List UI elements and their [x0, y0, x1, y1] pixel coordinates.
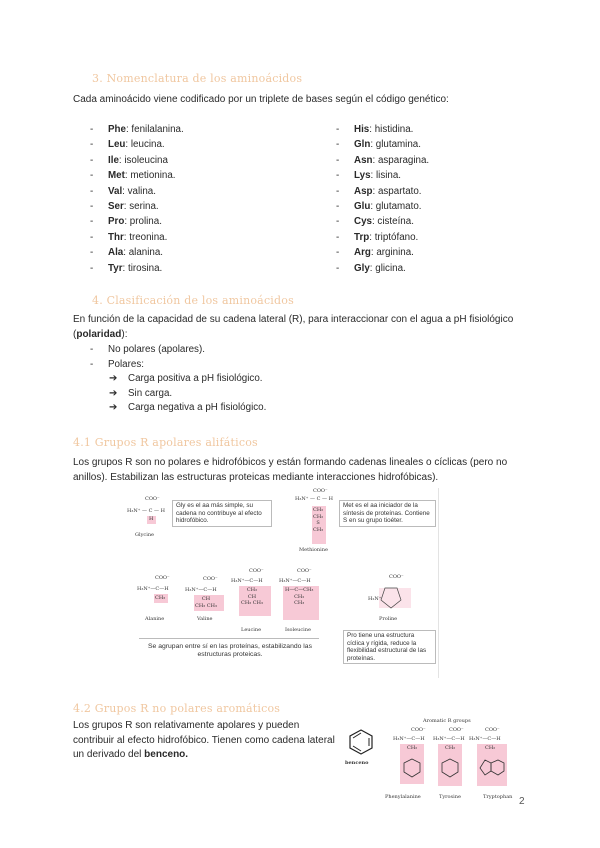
- amino-acid-list-left: [90, 122, 184, 276]
- amino-acid-name: : lisina.: [370, 170, 402, 182]
- alifaticos-text: Los grupos R son no polares e hidrofóbicos y están formando cadenas lineales o cíclicas (pero no anillos). Estabilizan las estructuras proteicas mediante interacciones hidrofóbicas).: [73, 457, 508, 483]
- subitem-positive-text: Carga positiva a pH fisiológico.: [128, 373, 263, 384]
- subitem-uncharged-text: Sin carga.: [128, 387, 173, 399]
- amino-acid-item: [336, 199, 429, 214]
- amino-acid-name: : prolina.: [124, 216, 162, 228]
- amino-acid-abbr: Ile: [108, 154, 119, 166]
- amino-acid-item: [336, 245, 429, 260]
- tyr-ch2: CH₂: [445, 745, 456, 751]
- leucine-r-chain: CH₂ CH CH₃ CH₃: [241, 587, 263, 606]
- section-heading-alifaticos: 4.1 Grupos R apolares alifáticos: [73, 436, 258, 449]
- methionine-h3n: H₃N⁺ — C — H: [295, 496, 333, 502]
- polaridad-term: polaridad: [76, 328, 122, 340]
- group-note: Se agrupan entre sí en las proteínas, estabilizando las estructuras proteicas.: [139, 642, 321, 659]
- met-note: Met es el aa iniciador de la síntesis de proteínas. Contiene S en su grupo tioéter.: [339, 500, 436, 527]
- glycine-coo: COO⁻: [145, 496, 160, 502]
- amino-acid-item: [90, 137, 184, 152]
- amino-acid-abbr: His: [354, 124, 370, 135]
- phe-ch2: CH₂: [407, 745, 418, 751]
- arrow-icon: ➔: [109, 373, 118, 384]
- classification-intro-end: ):: [121, 328, 128, 340]
- isoleucine-h3n: H₃N⁺—C—H: [279, 578, 311, 584]
- aromatic-figure: [345, 718, 517, 804]
- phe-label: Phenylalanine: [385, 794, 421, 800]
- amino-acid-item: [336, 184, 429, 199]
- benzene-ring-icon: [348, 728, 374, 756]
- tyr-label: Tyrosine: [439, 794, 461, 800]
- tyr-h3n-text: H₃N⁺: [433, 736, 447, 742]
- phe-coo: COO⁻: [411, 727, 426, 733]
- glycine-r-h: H: [149, 516, 154, 522]
- glycine-h3n: H₃N⁺ — C — H: [127, 508, 165, 514]
- valine-r-chain: CH CH₃ CH₃: [195, 596, 217, 609]
- amino-acid-item: [336, 168, 429, 183]
- amino-acid-abbr: Arg: [354, 247, 371, 259]
- methionine-label: Methionine: [299, 547, 328, 553]
- valine-h3n-text: H₃N⁺: [185, 587, 199, 593]
- trp-h3n-text: H₃N⁺: [469, 736, 483, 742]
- phe-h3n: H₃N⁺—C—H: [393, 736, 425, 742]
- trp-coo: COO⁻: [485, 727, 500, 733]
- proline-h2n: H₂N⁺: [368, 596, 382, 602]
- tyr-coo: COO⁻: [449, 727, 464, 733]
- amino-acid-name: : treonina.: [123, 231, 168, 243]
- amino-acid-list-right: [336, 122, 429, 276]
- amino-acid-abbr: Asp: [354, 185, 373, 197]
- glycine-h3n-text: H₃N⁺: [127, 508, 141, 514]
- benceno-term: benceno.: [144, 749, 189, 760]
- amino-acid-item: [90, 230, 184, 245]
- alanine-h3n-text: H₃N⁺: [137, 586, 151, 592]
- aliphatic-figure: [117, 488, 439, 678]
- amino-acid-name: : tirosina.: [122, 262, 163, 274]
- amino-acid-name: : glutamato.: [370, 201, 422, 213]
- amino-acid-abbr: Leu: [108, 139, 126, 151]
- amino-acid-name: : triptófano.: [369, 231, 419, 243]
- leucine-h3n-text: H₃N⁺: [231, 578, 245, 584]
- amino-acid-abbr: Gly: [354, 262, 370, 274]
- methionine-r-chain: CH₂ CH₂ S CH₃: [313, 507, 324, 533]
- amino-acid-abbr: Lys: [354, 170, 371, 182]
- amino-acid-name: : glicina.: [369, 262, 406, 274]
- amino-acid-name: : alanina.: [123, 247, 164, 259]
- amino-acid-abbr: Ser: [108, 201, 124, 213]
- amino-acid-item: [336, 137, 429, 152]
- amino-acid-item: [336, 230, 429, 245]
- trp-label: Tryptophan: [483, 794, 513, 800]
- subitem-negative-text: Carga negativa a pH fisiológico.: [128, 402, 267, 413]
- amino-acid-abbr: Trp: [354, 231, 370, 243]
- nomenclature-intro: Cada aminoácido viene codificado por un triplete de bases según el código genético:: [73, 94, 449, 105]
- section-heading-aromaticos: 4.2 Grupos R no polares aromáticos: [73, 702, 281, 715]
- amino-acid-name: : cisteína.: [371, 216, 414, 228]
- amino-acid-abbr: Glu: [354, 201, 371, 213]
- amino-acid-item: [90, 122, 184, 137]
- aromaticos-text: [73, 719, 343, 763]
- gly-note: Gly es el aa más simple, su cadena no contribuye al efecto hidrofóbico.: [172, 500, 272, 527]
- isoleucine-h3n-text: H₃N⁺: [279, 578, 293, 584]
- alanine-r-chain: CH₃: [155, 595, 166, 601]
- amino-acid-name: : metionina.: [124, 170, 176, 182]
- valine-h3n: H₃N⁺—C—H: [185, 587, 217, 593]
- amino-acid-name: : histidina.: [369, 124, 414, 135]
- valine-coo: COO⁻: [203, 576, 218, 582]
- list-item-polares-label: Polares:: [108, 358, 144, 370]
- subitem-uncharged: [109, 387, 266, 402]
- polarity-list: [90, 343, 266, 416]
- amino-acid-name: : valina.: [122, 185, 156, 197]
- amino-acid-item: [90, 245, 184, 260]
- amino-acid-abbr: Ala: [108, 247, 124, 259]
- amino-acid-item: [336, 261, 429, 276]
- amino-acid-item: [336, 153, 429, 168]
- amino-acid-item: [336, 122, 429, 137]
- amino-acid-abbr: Val: [108, 185, 123, 197]
- list-item-apolares: - No polares (apolares).: [90, 343, 266, 358]
- amino-acid-abbr: Asn: [354, 154, 373, 166]
- methionine-coo: COO⁻: [313, 488, 328, 494]
- amino-acid-name: : leucina.: [125, 139, 165, 151]
- arrow-icon: ➔: [109, 387, 118, 399]
- aromatic-title: Aromatic R groups: [423, 718, 471, 724]
- leucine-h3n: H₃N⁺—C—H: [231, 578, 263, 584]
- alanine-label: Alanine: [145, 616, 165, 622]
- page-number: 2: [519, 796, 525, 807]
- amino-acid-name: : arginina.: [370, 247, 414, 259]
- benzene-label: benceno: [345, 760, 369, 766]
- valine-label: Valine: [197, 616, 213, 622]
- trp-h3n: H₃N⁺—C—H: [469, 736, 501, 742]
- alanine-coo: COO⁻: [155, 575, 170, 581]
- pro-note: Pro tiene una estructura cíclica y rígida, reduce la flexibilidad estructural de las proteínas.: [343, 630, 436, 664]
- amino-acid-abbr: Tyr: [108, 262, 123, 274]
- amino-acid-abbr: Thr: [108, 231, 124, 243]
- subitem-positive: [109, 372, 266, 387]
- amino-acid-name: : serina.: [123, 201, 159, 213]
- isoleucine-coo: COO⁻: [297, 568, 312, 574]
- amino-acid-name: : isoleucina: [118, 154, 168, 166]
- methionine-h3n-text: H₃N⁺: [295, 496, 309, 502]
- phe-h3n-text: H₃N⁺: [393, 736, 407, 742]
- list-item-polares: [90, 358, 266, 373]
- subitem-negative: [109, 401, 266, 416]
- amino-acid-abbr: Cys: [354, 216, 372, 228]
- section-heading-nomenclatura: 3. Nomenclatura de los aminoácidos: [92, 72, 303, 85]
- phe-ring-icon: [403, 758, 421, 778]
- amino-acid-name: : asparagina.: [372, 154, 430, 166]
- alanine-h3n: H₃N⁺—C—H: [137, 586, 169, 592]
- proline-label: Proline: [379, 616, 398, 622]
- trp-ch2: CH₂: [485, 745, 496, 751]
- amino-acid-abbr: Gln: [354, 139, 371, 151]
- amino-acid-item: [90, 153, 184, 168]
- amino-acid-name: : aspartato.: [372, 185, 422, 197]
- amino-acid-abbr: Met: [108, 170, 125, 182]
- tyr-h3n: H₃N⁺—C—H: [433, 736, 465, 742]
- amino-acid-name: : fenilalanina.: [125, 124, 184, 135]
- glycine-label: Glycine: [135, 532, 154, 538]
- classification-intro-text: En función de la capacidad de su cadena lateral (R), para interaccionar con el agua a pH fisiológico (: [73, 314, 514, 340]
- amino-acid-abbr: Pro: [108, 216, 125, 228]
- isoleucine-r-chain: H—C—CH₃ CH₂ CH₃: [285, 587, 314, 606]
- amino-acid-item: [90, 168, 184, 183]
- amino-acid-item: [90, 261, 184, 276]
- aromaticos-text-body: Los grupos R son relativamente apolares y pueden contribuir al efecto hidrofóbico. Tienen como cadena lateral un derivado del: [73, 720, 335, 760]
- trp-ring-icon: [479, 758, 505, 778]
- polar-subitems: [90, 372, 266, 416]
- tyr-ring-icon: [441, 758, 459, 778]
- amino-acid-item: [336, 214, 429, 229]
- amino-acid-abbr: Phe: [108, 124, 126, 135]
- amino-acid-item: [90, 184, 184, 199]
- amino-acid-item: [90, 199, 184, 214]
- proline-coo: COO⁻: [389, 574, 404, 580]
- arrow-icon: ➔: [109, 402, 118, 413]
- classification-intro: [73, 313, 523, 342]
- leucine-label: Leucine: [241, 627, 262, 633]
- amino-acid-name: : glutamina.: [370, 139, 421, 151]
- section-heading-clasificacion: 4. Clasificación de los aminoácidos: [92, 294, 294, 307]
- amino-acid-item: [90, 214, 184, 229]
- figure-divider: [139, 638, 319, 639]
- polar-subitem-list: [90, 372, 266, 416]
- leucine-coo: COO⁻: [249, 568, 264, 574]
- isoleucine-label: Isoleucine: [285, 627, 311, 633]
